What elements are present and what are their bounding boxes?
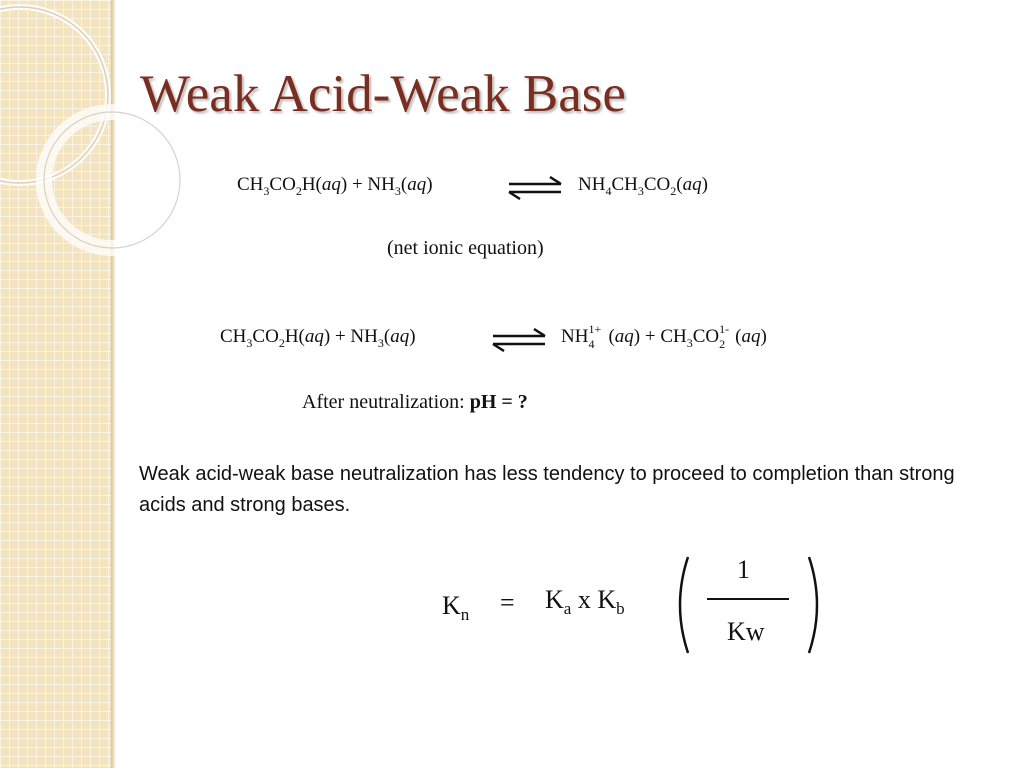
eq2-text: ) [760, 326, 767, 347]
formula-ka-kb [545, 587, 625, 617]
equation-net-ionic [220, 327, 416, 349]
eq2-text: ) [323, 326, 331, 347]
kb-subscript: b [616, 599, 625, 619]
net-ionic-caption: (net ionic equation) [387, 237, 544, 259]
explanation-text: Weak acid-weak base neutralization has less tendency to proceed to completion than strong acids and strong bases. [139, 463, 955, 516]
after-neutralization-label: After neutralization: [302, 391, 470, 413]
eq1-text: H( [301, 174, 322, 195]
after-neutralization-line [302, 391, 528, 414]
decorative-rings [0, 0, 160, 260]
equation-molecular [237, 175, 433, 197]
left-parenthesis-icon [670, 555, 692, 655]
eq2-text: ( [608, 326, 615, 347]
eq2-text: CO [252, 326, 279, 347]
eq1-text: ) [701, 174, 708, 195]
eq2-text: CO [692, 326, 720, 347]
eq2-sub: 3 [246, 335, 253, 350]
eq2-state: aq [614, 326, 634, 347]
slide-title: Weak Acid-Weak Base [140, 65, 626, 123]
eq1-state: aq [682, 174, 702, 195]
fraction-bar [707, 598, 789, 600]
eq1-sub: 2 [295, 183, 302, 198]
ka-subscript: a [563, 599, 572, 619]
eq1-sub: 3 [394, 183, 401, 198]
eq1-text: ) [340, 174, 348, 195]
eq1-reactant1: CH [237, 174, 264, 195]
eq2-text: ( [383, 326, 391, 347]
eq1-text: CH [611, 174, 638, 195]
ph-question: pH = ? [469, 391, 528, 413]
eq2-sup: 1+ [588, 322, 602, 336]
eq2-reactant1: CH [220, 326, 247, 347]
eq2-sub: 3 [377, 335, 384, 350]
eq1-text: ( [676, 174, 683, 195]
eq1-sub: 4 [605, 183, 612, 198]
kn-symbol: K [442, 591, 461, 620]
eq2-reactant2: NH [350, 326, 378, 347]
fraction-numerator: 1 [737, 555, 750, 584]
eq2-sub: 2 [278, 335, 285, 350]
formula-lhs [442, 593, 469, 623]
eq1-sub: 3 [263, 183, 270, 198]
formula-equals: = [500, 588, 515, 617]
ion-script [588, 322, 608, 351]
eq1-text: ( [400, 174, 408, 195]
kn-subscript: n [460, 605, 470, 625]
eq2-plus: + [330, 326, 351, 347]
times-sign: x [571, 585, 598, 614]
eq1-text: ) [426, 174, 433, 195]
eq1-sub: 2 [670, 183, 677, 198]
equation-net-ionic-products [561, 322, 767, 351]
eq2-sub: 2 [719, 337, 726, 351]
ka-symbol: K [545, 585, 564, 614]
eq2-plus: + [640, 326, 661, 347]
eq2-sub: 3 [686, 335, 693, 350]
eq2-state: aq [741, 326, 761, 347]
eq1-sub: 3 [637, 183, 644, 198]
eq2-state: aq [390, 326, 410, 347]
eq1-plus: + [347, 174, 368, 195]
eq2-text: ) [633, 326, 641, 347]
eq1-product: NH [578, 174, 606, 195]
eq2-sub: 4 [588, 337, 595, 351]
ion-script [719, 322, 735, 351]
equilibrium-arrow-icon [490, 328, 548, 352]
eq2-text: ) [409, 326, 416, 347]
eq1-text: CO [643, 174, 671, 195]
equation-molecular-product [578, 175, 708, 197]
right-parenthesis-icon [805, 555, 827, 655]
eq2-text: ( [735, 326, 742, 347]
eq1-text: CO [269, 174, 296, 195]
kb-symbol: K [597, 585, 617, 614]
eq2-text: H( [284, 326, 305, 347]
eq2-sup: 1- [719, 322, 730, 336]
eq1-state: aq [321, 174, 341, 195]
eq2-state: aq [304, 326, 324, 347]
eq1-state: aq [407, 174, 427, 195]
eq1-reactant2: NH [367, 174, 395, 195]
fraction-denominator: Kw [727, 617, 765, 646]
equilibrium-arrow-icon [506, 176, 564, 200]
eq2-product2: CH [660, 326, 687, 347]
eq2-product1: NH [561, 326, 589, 347]
